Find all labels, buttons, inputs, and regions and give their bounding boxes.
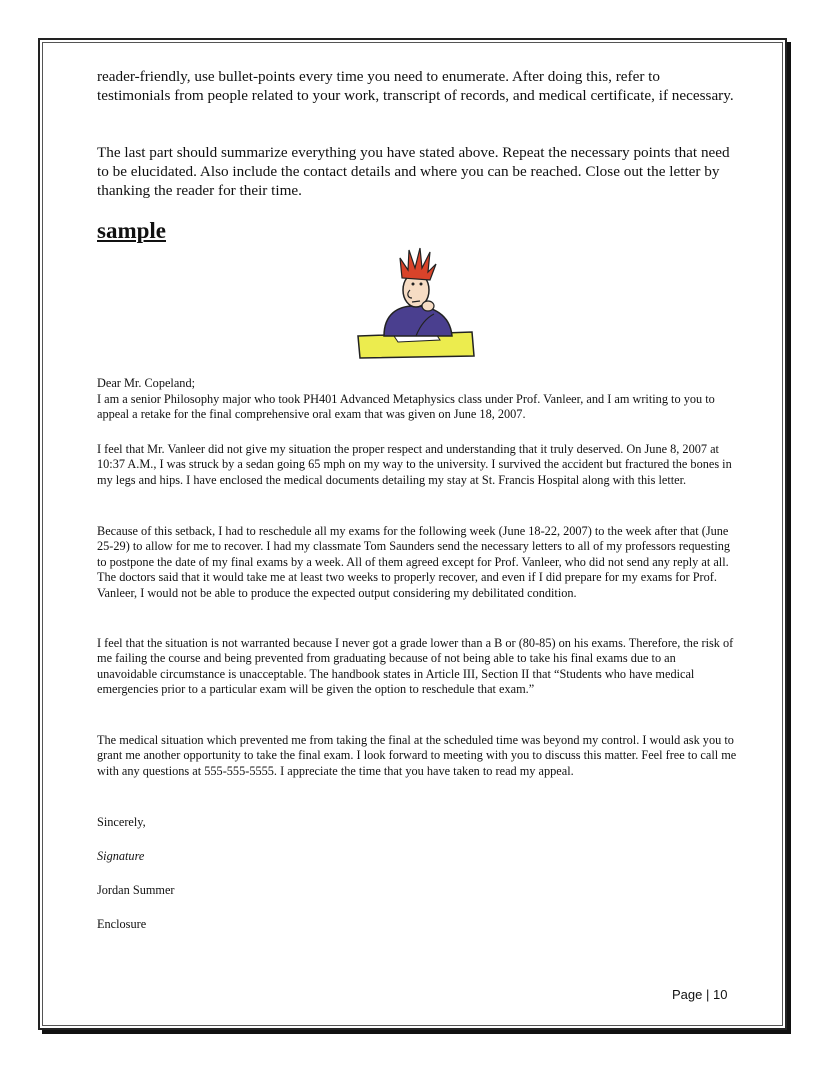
letter-salutation: Dear Mr. Copeland; — [97, 376, 196, 390]
letter-sender-name: Jordan Summer — [97, 883, 175, 897]
letter-paragraph-3: Because of this setback, I had to reschedule all my exams for the following week (June 18-22, 2007) to the week after that (June 25-29) to allow for me to recover. I had my classmate Tom Saunders send the necessary letters to all of my professors requesting to postpone the date of my final exams by a week. All of them agreed except for Prof. Vanleer, who did not send any reply at all. The doctors said that it would take me at least two weeks to properly recover, and even if I did prepare for my exams for Prof. Vanleer, I would not be able to produce the expected output considering my debilitated condition. — [97, 524, 731, 600]
letter-paragraph-2: I feel that Mr. Vanleer did not give my situation the proper respect and understanding that it truly deserved. On June 8, 2007 at 10:37 A.M., I was struck by a sedan going 65 mph on my way to the university. I survived the accident but fractured the bones in my legs and hips. I have enclosed the medical documents detailing my stay at St. Francis Hospital along with this letter. — [97, 442, 732, 487]
intro-paragraph-2: The last part should summarize everything you have stated above. Repeat the necessary points that need to be elucidated. Also include the contact details and where you can be reached. Close out the letter by thanking the reader for their time. — [97, 144, 730, 199]
letter-paragraph-1: I am a senior Philosophy major who took PH401 Advanced Metaphysics class under Prof. Vanleer, and I am writing to you to appeal a retake for the final comprehensive oral exam that was given on June 18, 2007. — [97, 392, 715, 422]
letter-paragraph-5: The medical situation which prevented me from taking the final at the scheduled time was beyond my control. I would ask you to grant me another opportunity to take the final exam. I look forward to meeting with you to discuss this matter. Feel free to call me with any questions at 555-555-5555. I appreciate the time that you have taken to read my appeal. — [97, 733, 737, 778]
letter-paragraph-4: I feel that the situation is not warranted because I never got a grade lower than a B or (80-85) on his exams. Therefore, the risk of me failing the course and being prevented from graduating because of not being able to take his final exams due to an unavoidable circumstance is unacceptable. The handbook states in Article III, Section II that “Students who have medical emergencies prior to a particular exam will be given the option to reschedule that exam.” — [97, 636, 734, 697]
letter-closing: Sincerely, — [97, 815, 146, 829]
page-number: Page | 10 — [672, 987, 728, 1002]
thinking-student-clipart-icon — [354, 240, 476, 362]
letter-enclosure: Enclosure — [97, 917, 147, 931]
letter-signature: Signature — [97, 849, 145, 863]
intro-paragraph-1: reader-friendly, use bullet-points every time you need to enumerate. After doing this, refer to testimonials from people related to your work, transcript of records, and medical certificate, if necessary. — [97, 68, 734, 104]
section-heading: sample — [97, 218, 166, 243]
